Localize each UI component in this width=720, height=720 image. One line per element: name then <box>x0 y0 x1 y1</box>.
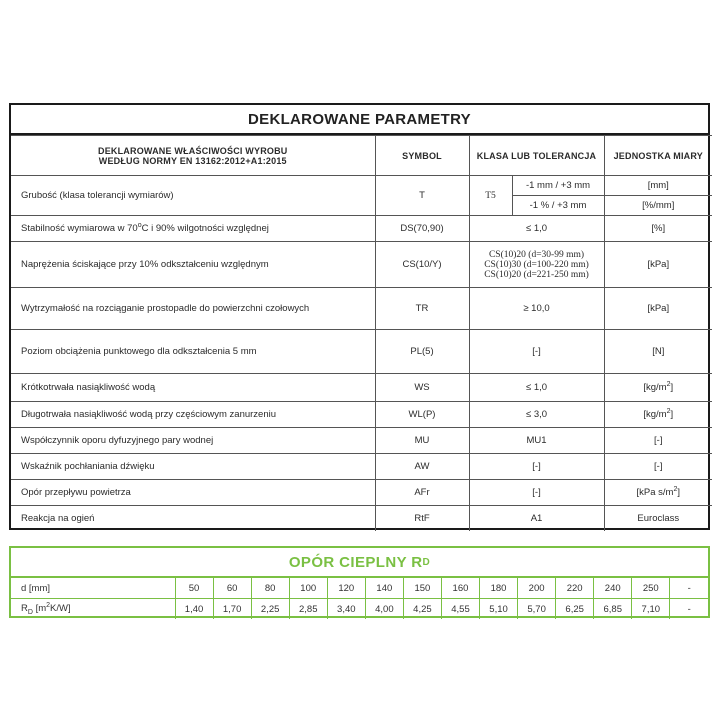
class-cell: A1 <box>469 506 604 531</box>
thickness-row <box>11 578 708 599</box>
symbol-cell: DS(70,90) <box>375 216 469 242</box>
class-cell: [-] <box>469 330 604 374</box>
thickness-value: 120 <box>327 578 365 599</box>
class-cell: ≤ 1,0 <box>469 216 604 242</box>
resistance-label <box>11 599 175 620</box>
resistance-value: 4,25 <box>403 599 441 620</box>
header-unit: JEDNOSTKA MIARY <box>604 136 712 176</box>
property-cell: Wskaźnik pochłaniania dźwięku <box>11 454 375 480</box>
header-property <box>11 136 375 176</box>
thickness-value: 200 <box>518 578 556 599</box>
property-cell: Naprężenia ściskające przy 10% odkształceniu względnym <box>11 242 375 288</box>
unit-text: ] <box>670 382 674 394</box>
thickness-value: - <box>670 578 708 599</box>
unit-text: [kg/m <box>643 382 667 394</box>
tolerance-cell: -1 mm / +3 mm <box>512 176 604 196</box>
header-symbol: SYMBOL <box>375 136 469 176</box>
resistance-value: 7,10 <box>632 599 670 620</box>
header-class: KLASA LUB TOLERANCJA <box>469 136 604 176</box>
thickness-value: 250 <box>632 578 670 599</box>
tolerance-cell: -1 % / +3 mm <box>512 196 604 216</box>
resistance-value: 2,25 <box>251 599 289 620</box>
thickness-value: 60 <box>213 578 251 599</box>
resistance-value: 4,55 <box>441 599 479 620</box>
table-row <box>11 454 712 480</box>
label-sub: D <box>27 609 33 617</box>
class-cell: ≥ 10,0 <box>469 288 604 330</box>
table-row <box>11 374 712 402</box>
resistance-value: 5,10 <box>480 599 518 620</box>
table-row <box>11 176 712 196</box>
resistance-value: 1,70 <box>213 599 251 620</box>
thickness-value: 50 <box>175 578 213 599</box>
unit-sup: 2 <box>673 486 678 494</box>
symbol-cell: PL(5) <box>375 330 469 374</box>
resistance-value: 3,40 <box>327 599 365 620</box>
property-text: C i 90% wilgotności względnej <box>141 223 269 235</box>
unit-cell <box>604 480 712 506</box>
symbol-cell: RtF <box>375 506 469 531</box>
resistance-value: 6,85 <box>594 599 632 620</box>
title-sub: D <box>422 556 431 568</box>
label-text: R <box>21 603 28 615</box>
resistance-row <box>11 599 708 620</box>
unit-text: ] <box>670 409 674 421</box>
class-line: CS(10)20 (d=30-99 mm) <box>488 249 585 260</box>
symbol-cell: MU <box>375 428 469 454</box>
property-cell: Grubość (klasa tolerancji wymiarów) <box>11 176 375 216</box>
symbol-cell: AFr <box>375 480 469 506</box>
class-cell: [-] <box>469 480 604 506</box>
header-row <box>11 136 712 176</box>
property-cell: Poziom obciążenia punktowego dla odkształcenia 5 mm <box>11 330 375 374</box>
unit-cell: [%] <box>604 216 712 242</box>
symbol-cell: TR <box>375 288 469 330</box>
class-cell: ≤ 3,0 <box>469 402 604 428</box>
thickness-value: 150 <box>403 578 441 599</box>
property-cell: Wytrzymałość na rozciąganie prostopadle do powierzchni czołowych <box>11 288 375 330</box>
unit-cell: [-] <box>604 454 712 480</box>
thickness-label: d [mm] <box>11 578 175 599</box>
parameters-grid <box>11 135 712 531</box>
resistance-value: 2,85 <box>289 599 327 620</box>
unit-cell: Euroclass <box>604 506 712 531</box>
property-cell: Reakcja na ogień <box>11 506 375 531</box>
class-line: CS(10)20 (d=221-250 mm) <box>484 269 589 280</box>
unit-cell: [kPa] <box>604 288 712 330</box>
property-cell: Opór przepływu powietrza <box>11 480 375 506</box>
symbol-cell: T <box>375 176 469 216</box>
unit-cell: [-] <box>604 428 712 454</box>
unit-text: [kg/m <box>643 409 667 421</box>
table-row <box>11 428 712 454</box>
class-cell: T5 <box>469 176 512 216</box>
unit-cell: [%/mm] <box>604 196 712 216</box>
thickness-value: 220 <box>556 578 594 599</box>
unit-cell <box>604 402 712 428</box>
label-sup: 2 <box>46 601 51 609</box>
property-cell <box>11 216 375 242</box>
declared-parameters-table <box>9 103 710 530</box>
unit-cell <box>604 374 712 402</box>
unit-sup: 2 <box>666 408 671 416</box>
thickness-value: 160 <box>441 578 479 599</box>
resistance-value: - <box>670 599 708 620</box>
unit-cell: [kPa] <box>604 242 712 288</box>
thickness-value: 140 <box>365 578 403 599</box>
unit-sup: 2 <box>666 381 671 389</box>
header-property-line1: DEKLAROWANE WŁAŚCIWOŚCI WYROBU <box>98 145 288 156</box>
table-row <box>11 288 712 330</box>
resistance-value: 4,00 <box>365 599 403 620</box>
symbol-cell: WS <box>375 374 469 402</box>
class-cell: ≤ 1,0 <box>469 374 604 402</box>
header-property-line2: WEDŁUG NORMY EN 13162:2012+A1:2015 <box>98 155 287 166</box>
table-row <box>11 480 712 506</box>
resistance-value: 1,40 <box>175 599 213 620</box>
class-line: CS(10)30 (d=100-220 mm) <box>484 259 589 270</box>
label-text: K/W] <box>50 603 71 615</box>
title-text: OPÓR CIEPLNY R <box>288 553 423 571</box>
unit-text: [kPa s/m <box>636 487 674 499</box>
thickness-value: 100 <box>289 578 327 599</box>
unit-cell: [mm] <box>604 176 712 196</box>
class-cell: [-] <box>469 454 604 480</box>
table-row <box>11 216 712 242</box>
symbol-cell: WL(P) <box>375 402 469 428</box>
property-cell: Długotrwała nasiąkliwość wodą przy częściowym zanurzeniu <box>11 402 375 428</box>
property-cell: Współczynnik oporu dyfuzyjnego pary wodnej <box>11 428 375 454</box>
degree-sup: o <box>137 222 142 230</box>
unit-cell: [N] <box>604 330 712 374</box>
class-cell: MU1 <box>469 428 604 454</box>
resistance-value: 5,70 <box>518 599 556 620</box>
thermal-resistance-table <box>9 546 710 618</box>
thickness-value: 240 <box>594 578 632 599</box>
thermal-resistance-grid <box>11 578 708 619</box>
property-cell: Krótkotrwała nasiąkliwość wodą <box>11 374 375 402</box>
table-row <box>11 506 712 531</box>
thermal-resistance-title <box>11 548 708 578</box>
table-row <box>11 242 712 288</box>
unit-text: ] <box>677 487 681 499</box>
property-text: Stabilność wymiarowa w 70 <box>21 223 138 235</box>
resistance-value: 6,25 <box>556 599 594 620</box>
table-row <box>11 330 712 374</box>
class-cell <box>469 242 604 288</box>
declared-parameters-title: DEKLAROWANE PARAMETRY <box>11 105 708 135</box>
thickness-value: 180 <box>480 578 518 599</box>
label-text: [m <box>32 603 47 615</box>
symbol-cell: AW <box>375 454 469 480</box>
symbol-cell: CS(10/Y) <box>375 242 469 288</box>
thickness-value: 80 <box>251 578 289 599</box>
table-row <box>11 402 712 428</box>
